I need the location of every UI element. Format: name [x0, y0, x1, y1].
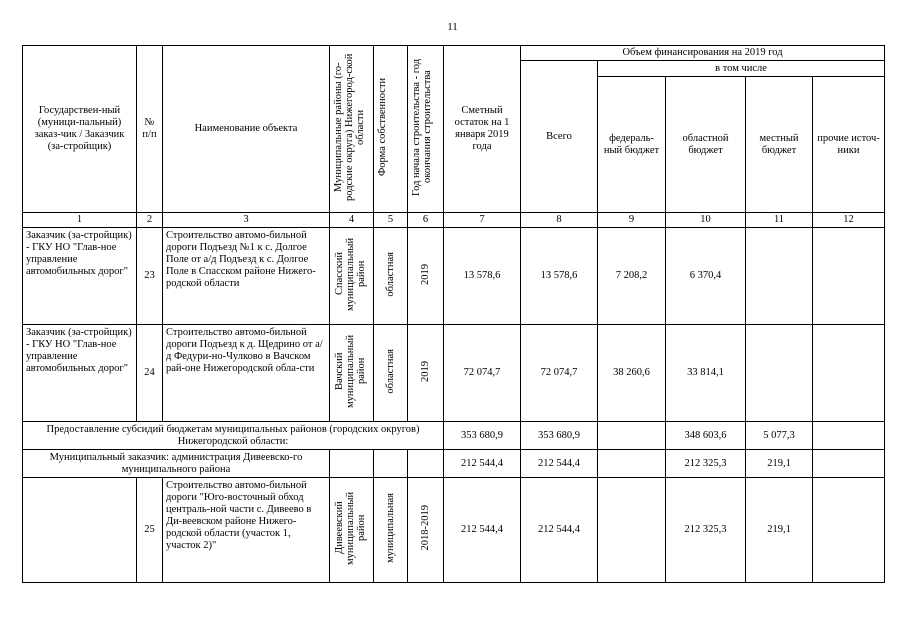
- table-row: [23, 478, 885, 583]
- municipal-customer-row: [23, 450, 885, 478]
- object-cell: Строительство автомо-бильной дороги Подъезд №1 к с. Долгое Поле от а/д Подъезд к с. Долгое Поле в Спасском районе Нижего-родской области: [163, 228, 330, 325]
- header-other: прочие источ-ники: [813, 77, 885, 213]
- row-number: 24: [137, 325, 163, 422]
- estimate-cell: 13 578,6: [444, 228, 521, 325]
- col-number: 12: [813, 213, 885, 228]
- regional-cell: 348 603,6: [666, 422, 746, 450]
- col-number: 2: [137, 213, 163, 228]
- header-years-text: Год начала строительства - год окончания строительства: [411, 58, 433, 196]
- federal-cell: [598, 422, 666, 450]
- ownership-cell: [374, 478, 408, 583]
- col-number: 10: [666, 213, 746, 228]
- header-number: № п/п: [137, 46, 163, 213]
- ownership-text: муниципальная: [385, 493, 396, 563]
- col-number: 9: [598, 213, 666, 228]
- ownership-cell: [374, 228, 408, 325]
- years-cell: [408, 325, 444, 422]
- total-cell: 353 680,9: [521, 422, 598, 450]
- object-cell: Строительство автомо-бильной дороги Подъезд к д. Щедрино от а/д Федури-но-Чулково в Вачском рай-оне Нижегородской обла-сти: [163, 325, 330, 422]
- total-cell: 212 544,4: [521, 478, 598, 583]
- object-cell: Строительство автомо-бильной дороги "Юго-восточный обход централь-ной части с. Дивеево в Ди-веевском районе Нижего-родской области (участок 1, участок 2)": [163, 478, 330, 583]
- header-funding: Объем финансирования на 2019 год: [521, 46, 885, 61]
- header-ownership-text: Форма собственности: [377, 77, 388, 177]
- col-number: 11: [746, 213, 813, 228]
- header-object: Наименование объекта: [163, 46, 330, 213]
- federal-cell: [598, 450, 666, 478]
- ownership-text: областная: [385, 348, 396, 394]
- federal-cell: 7 208,2: [598, 228, 666, 325]
- header-customer: Государствен-ный (муници-пальный) заказ-чик / Заказчик (за-стройщик): [23, 46, 137, 213]
- years-text: 2019: [420, 263, 431, 285]
- local-cell: 219,1: [746, 478, 813, 583]
- years-text: 2018-2019: [420, 505, 431, 551]
- header-local: местный бюджет: [746, 77, 813, 213]
- header-estimate: Сметный остаток на 1 января 2019 года: [444, 46, 521, 213]
- total-cell: 13 578,6: [521, 228, 598, 325]
- ownership-cell: [374, 325, 408, 422]
- district-text: Вачский муниципальный район: [333, 334, 367, 408]
- regional-cell: 212 325,3: [666, 450, 746, 478]
- row-number: 23: [137, 228, 163, 325]
- regional-cell: 33 814,1: [666, 325, 746, 422]
- total-cell: 212 544,4: [521, 450, 598, 478]
- district-text: Дивеевский муниципальный район: [333, 491, 367, 565]
- header-including: в том числе: [598, 61, 885, 77]
- years-cell: [408, 478, 444, 583]
- other-cell: [813, 325, 885, 422]
- estimate-cell: 353 680,9: [444, 422, 521, 450]
- district-cell: [330, 478, 374, 583]
- empty-cell: [374, 450, 408, 478]
- district-cell: [330, 325, 374, 422]
- ownership-text: областная: [385, 251, 396, 297]
- header-total: Всего: [521, 61, 598, 213]
- other-cell: [813, 228, 885, 325]
- regional-cell: 212 325,3: [666, 478, 746, 583]
- customer-cell: Заказчик (за-стройщик) - ГКУ НО "Глав-ное управление автомобильных дорог": [23, 325, 137, 422]
- years-cell: [408, 228, 444, 325]
- local-cell: 5 077,3: [746, 422, 813, 450]
- col-number: 1: [23, 213, 137, 228]
- col-number: 8: [521, 213, 598, 228]
- years-text: 2019: [420, 360, 431, 382]
- estimate-cell: 212 544,4: [444, 450, 521, 478]
- subsidy-label: Предоставление субсидий бюджетам муниципальных районов (городских округов) Нижегородской области:: [23, 422, 444, 450]
- other-cell: [813, 450, 885, 478]
- header-regional: областной бюджет: [666, 77, 746, 213]
- header-federal: федераль-ный бюджет: [598, 77, 666, 213]
- total-cell: 72 074,7: [521, 325, 598, 422]
- other-cell: [813, 422, 885, 450]
- other-cell: [813, 478, 885, 583]
- header-years: [408, 46, 444, 213]
- col-number: 7: [444, 213, 521, 228]
- local-cell: [746, 325, 813, 422]
- local-cell: 219,1: [746, 450, 813, 478]
- financing-table: [22, 45, 885, 583]
- empty-cell: [408, 450, 444, 478]
- federal-cell: 38 260,6: [598, 325, 666, 422]
- col-number: 5: [374, 213, 408, 228]
- column-numbers-row: [23, 213, 885, 228]
- table-row: [23, 228, 885, 325]
- customer-cell: [23, 478, 137, 583]
- federal-cell: [598, 478, 666, 583]
- row-number: 25: [137, 478, 163, 583]
- header-district: [330, 46, 374, 213]
- district-text: Спасский муниципальный район: [333, 237, 367, 311]
- col-number: 3: [163, 213, 330, 228]
- customer-cell: Заказчик (за-стройщик) - ГКУ НО "Глав-ное управление автомобильных дорог": [23, 228, 137, 325]
- header-ownership: [374, 46, 408, 213]
- empty-cell: [330, 450, 374, 478]
- col-number: 6: [408, 213, 444, 228]
- local-cell: [746, 228, 813, 325]
- regional-cell: 6 370,4: [666, 228, 746, 325]
- municipal-customer-label: Муниципальный заказчик: администрация Дивеевско-го муниципального района: [23, 450, 330, 478]
- estimate-cell: 72 074,7: [444, 325, 521, 422]
- district-cell: [330, 228, 374, 325]
- header-district-text: Муниципальные районы (го-родские округа) Нижегород-ской области: [333, 53, 366, 201]
- col-number: 4: [330, 213, 374, 228]
- subsidy-row: [23, 422, 885, 450]
- estimate-cell: 212 544,4: [444, 478, 521, 583]
- table-row: [23, 325, 885, 422]
- page-number: 11: [447, 21, 458, 33]
